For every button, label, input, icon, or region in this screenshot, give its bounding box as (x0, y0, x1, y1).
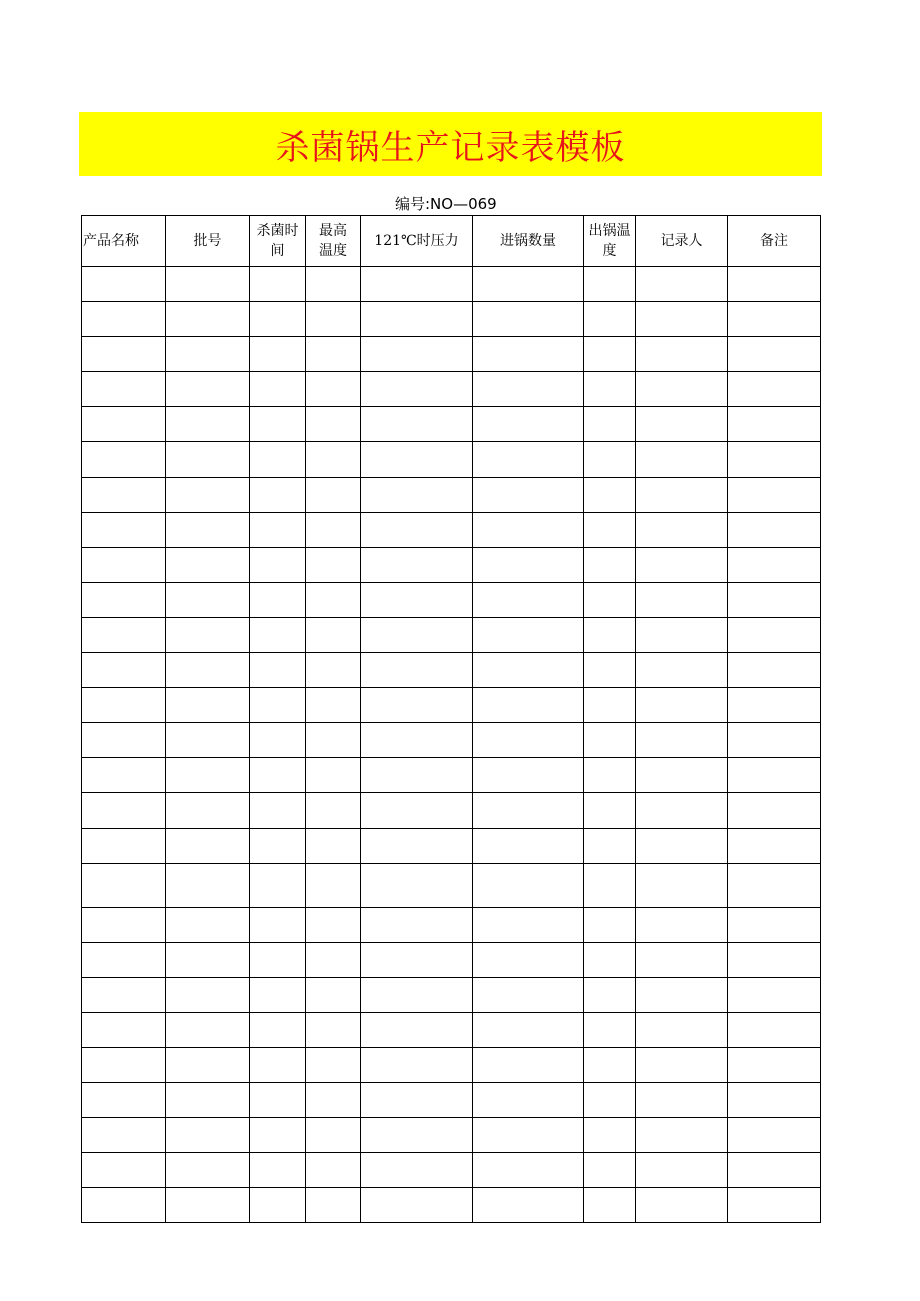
table-cell[interactable] (728, 828, 821, 863)
table-cell[interactable] (361, 1083, 473, 1118)
table-cell[interactable] (250, 477, 306, 512)
table-cell[interactable] (82, 907, 166, 942)
table-row (82, 1188, 821, 1223)
table-cell[interactable] (166, 793, 250, 828)
table-cell[interactable] (250, 582, 306, 617)
table-cell[interactable] (473, 302, 584, 337)
table-row (82, 267, 821, 302)
table-cell[interactable] (250, 1047, 306, 1082)
table-row (82, 977, 821, 1012)
table-cell[interactable] (250, 977, 306, 1012)
table-cell[interactable] (166, 1118, 250, 1153)
table-cell[interactable] (250, 1012, 306, 1047)
header-sterilization-time-line2: 间 (270, 243, 285, 259)
table-cell[interactable] (82, 653, 166, 688)
table-cell[interactable] (250, 337, 306, 372)
table-cell[interactable] (166, 1153, 250, 1188)
table-cell[interactable] (584, 793, 636, 828)
table-cell[interactable] (636, 942, 728, 977)
table-cell[interactable] (473, 758, 584, 793)
table-cell[interactable] (82, 1153, 166, 1188)
table-cell[interactable] (636, 1153, 728, 1188)
header-batch-number (166, 216, 250, 267)
table-cell[interactable] (166, 1047, 250, 1082)
table-row (82, 512, 821, 547)
table-cell[interactable] (361, 1153, 473, 1188)
table-cell[interactable] (728, 582, 821, 617)
table-cell[interactable] (728, 477, 821, 512)
table-cell[interactable] (636, 863, 728, 907)
table-cell[interactable] (250, 512, 306, 547)
table-cell[interactable] (361, 828, 473, 863)
table-cell[interactable] (728, 617, 821, 652)
header-product-name (82, 216, 166, 267)
table-cell[interactable] (584, 1012, 636, 1047)
table-cell[interactable] (250, 407, 306, 442)
table-cell[interactable] (82, 977, 166, 1012)
table-cell[interactable] (361, 407, 473, 442)
table-row (82, 723, 821, 758)
table-cell[interactable] (584, 828, 636, 863)
table-cell[interactable] (166, 617, 250, 652)
table-cell[interactable] (82, 582, 166, 617)
table-cell[interactable] (473, 407, 584, 442)
header-max-temperature-line1: 最高 (319, 223, 347, 239)
table-cell[interactable] (728, 1083, 821, 1118)
table-cell[interactable] (306, 1118, 361, 1153)
table-cell[interactable] (361, 758, 473, 793)
table-cell[interactable] (306, 758, 361, 793)
table-cell[interactable] (361, 653, 473, 688)
table-cell[interactable] (584, 512, 636, 547)
table-cell[interactable] (82, 477, 166, 512)
table-cell[interactable] (473, 582, 584, 617)
table-cell[interactable] (361, 688, 473, 723)
table-cell[interactable] (473, 267, 584, 302)
table-cell[interactable] (250, 617, 306, 652)
table-cell[interactable] (306, 1012, 361, 1047)
table-row (82, 907, 821, 942)
table-cell[interactable] (473, 793, 584, 828)
table-cell[interactable] (250, 372, 306, 407)
table-cell[interactable] (82, 617, 166, 652)
table-cell[interactable] (306, 442, 361, 477)
table-cell[interactable] (306, 407, 361, 442)
table-cell[interactable] (306, 302, 361, 337)
table-cell[interactable] (306, 977, 361, 1012)
table-cell[interactable] (166, 977, 250, 1012)
table-cell[interactable] (636, 653, 728, 688)
table-cell[interactable] (728, 512, 821, 547)
table-cell[interactable] (250, 267, 306, 302)
table-cell[interactable] (584, 1188, 636, 1223)
table-cell[interactable] (728, 1153, 821, 1188)
table-cell[interactable] (250, 1083, 306, 1118)
table-cell[interactable] (728, 942, 821, 977)
table-cell[interactable] (361, 477, 473, 512)
table-cell[interactable] (166, 477, 250, 512)
table-cell[interactable] (306, 477, 361, 512)
table-cell[interactable] (166, 653, 250, 688)
table-cell[interactable] (166, 582, 250, 617)
table-cell[interactable] (636, 828, 728, 863)
table-cell[interactable] (584, 653, 636, 688)
table-cell[interactable] (584, 547, 636, 582)
table-row (82, 688, 821, 723)
table-cell[interactable] (166, 1188, 250, 1223)
table-cell[interactable] (728, 1047, 821, 1082)
table-cell[interactable] (306, 582, 361, 617)
table-cell[interactable] (250, 688, 306, 723)
table-cell[interactable] (82, 267, 166, 302)
table-row (82, 302, 821, 337)
table-cell[interactable] (636, 1047, 728, 1082)
table-row (82, 582, 821, 617)
table-cell[interactable] (250, 942, 306, 977)
table-cell[interactable] (306, 942, 361, 977)
table-row (82, 942, 821, 977)
table-cell[interactable] (636, 758, 728, 793)
table-cell[interactable] (728, 302, 821, 337)
table-cell[interactable] (584, 617, 636, 652)
table-row (82, 1012, 821, 1047)
table-cell[interactable] (166, 907, 250, 942)
table-row (82, 1047, 821, 1082)
table-cell[interactable] (728, 547, 821, 582)
table-cell[interactable] (82, 1118, 166, 1153)
table-cell[interactable] (636, 372, 728, 407)
table-cell[interactable] (250, 828, 306, 863)
table-cell[interactable] (306, 1153, 361, 1188)
table-cell[interactable] (473, 1153, 584, 1188)
table-cell[interactable] (473, 337, 584, 372)
table-cell[interactable] (306, 828, 361, 863)
table-cell[interactable] (361, 863, 473, 907)
table-cell[interactable] (584, 1118, 636, 1153)
header-recorder (636, 216, 728, 267)
table-cell[interactable] (728, 1188, 821, 1223)
table-cell[interactable] (361, 977, 473, 1012)
table-cell[interactable] (473, 1118, 584, 1153)
table-cell[interactable] (584, 863, 636, 907)
header-pressure-121-label: 121℃时压力 (374, 233, 459, 249)
header-recorder-label: 记录人 (660, 233, 703, 249)
table-cell[interactable] (306, 653, 361, 688)
table-cell[interactable] (361, 1012, 473, 1047)
table-cell[interactable] (473, 1012, 584, 1047)
table-cell[interactable] (250, 302, 306, 337)
table-cell[interactable] (473, 512, 584, 547)
table-cell[interactable] (728, 407, 821, 442)
table-cell[interactable] (473, 653, 584, 688)
header-unload-temperature-line1: 出锅温 (588, 223, 631, 239)
table-cell[interactable] (636, 723, 728, 758)
table-cell[interactable] (584, 372, 636, 407)
table-cell[interactable] (584, 723, 636, 758)
table-cell[interactable] (473, 1083, 584, 1118)
table-row (82, 828, 821, 863)
table-cell[interactable] (306, 863, 361, 907)
table-cell[interactable] (361, 337, 473, 372)
table-cell[interactable] (728, 442, 821, 477)
header-sterilization-time (250, 216, 306, 267)
table-cell[interactable] (166, 512, 250, 547)
table-cell[interactable] (166, 1012, 250, 1047)
table-cell[interactable] (636, 617, 728, 652)
table-cell[interactable] (473, 977, 584, 1012)
table-cell[interactable] (306, 617, 361, 652)
table-cell[interactable] (306, 512, 361, 547)
table-cell[interactable] (636, 793, 728, 828)
table-cell[interactable] (728, 863, 821, 907)
table-row (82, 477, 821, 512)
header-load-quantity (473, 216, 584, 267)
table-cell[interactable] (584, 442, 636, 477)
table-cell[interactable] (584, 1153, 636, 1188)
table-cell[interactable] (361, 512, 473, 547)
table-cell[interactable] (584, 582, 636, 617)
table-row (82, 372, 821, 407)
table-cell[interactable] (728, 267, 821, 302)
table-cell[interactable] (166, 828, 250, 863)
table-cell[interactable] (82, 828, 166, 863)
table-cell[interactable] (166, 547, 250, 582)
table-cell[interactable] (636, 907, 728, 942)
table-cell[interactable] (166, 442, 250, 477)
table-cell[interactable] (306, 688, 361, 723)
table-cell[interactable] (82, 547, 166, 582)
table-cell[interactable] (82, 758, 166, 793)
record-table (81, 215, 821, 1223)
table-cell[interactable] (473, 1047, 584, 1082)
table-cell[interactable] (584, 907, 636, 942)
table-cell[interactable] (306, 337, 361, 372)
table-cell[interactable] (82, 1083, 166, 1118)
table-cell[interactable] (82, 688, 166, 723)
table-cell[interactable] (166, 372, 250, 407)
table-cell[interactable] (361, 442, 473, 477)
table-cell[interactable] (82, 723, 166, 758)
table-cell[interactable] (636, 477, 728, 512)
table-cell[interactable] (361, 1118, 473, 1153)
table-cell[interactable] (250, 863, 306, 907)
table-cell[interactable] (636, 442, 728, 477)
header-load-quantity-label: 进锅数量 (500, 233, 556, 249)
table-row (82, 1153, 821, 1188)
table-cell[interactable] (306, 723, 361, 758)
header-remarks-label: 备注 (760, 233, 788, 249)
table-cell[interactable] (584, 1047, 636, 1082)
table-cell[interactable] (82, 512, 166, 547)
table-row (82, 863, 821, 907)
table-cell[interactable] (473, 477, 584, 512)
table-cell[interactable] (636, 977, 728, 1012)
table-cell[interactable] (361, 617, 473, 652)
table-row (82, 793, 821, 828)
table-cell[interactable] (250, 653, 306, 688)
table-cell[interactable] (473, 547, 584, 582)
record-table-body (82, 267, 821, 1223)
table-cell[interactable] (473, 372, 584, 407)
table-cell[interactable] (250, 907, 306, 942)
table-cell[interactable] (166, 723, 250, 758)
table-cell[interactable] (636, 302, 728, 337)
table-cell[interactable] (166, 758, 250, 793)
table-row (82, 758, 821, 793)
table-cell[interactable] (82, 942, 166, 977)
table-cell[interactable] (473, 942, 584, 977)
header-max-temperature (306, 216, 361, 267)
table-row (82, 617, 821, 652)
title-banner (79, 112, 822, 176)
table-cell[interactable] (82, 793, 166, 828)
table-cell[interactable] (82, 302, 166, 337)
table-cell[interactable] (728, 337, 821, 372)
table-cell[interactable] (473, 442, 584, 477)
table-cell[interactable] (636, 1012, 728, 1047)
table-cell[interactable] (166, 942, 250, 977)
header-product-name-label: 产品名称 (83, 233, 139, 249)
table-cell[interactable] (473, 1188, 584, 1223)
table-cell[interactable] (82, 372, 166, 407)
header-max-temperature-line2: 温度 (319, 243, 347, 259)
table-cell[interactable] (250, 1118, 306, 1153)
table-cell[interactable] (306, 1083, 361, 1118)
table-cell[interactable] (728, 758, 821, 793)
table-cell[interactable] (636, 1118, 728, 1153)
table-cell[interactable] (473, 828, 584, 863)
table-cell[interactable] (250, 1188, 306, 1223)
table-cell[interactable] (636, 512, 728, 547)
table-cell[interactable] (636, 582, 728, 617)
table-cell[interactable] (473, 723, 584, 758)
table-cell[interactable] (166, 267, 250, 302)
table-cell[interactable] (166, 407, 250, 442)
table-cell[interactable] (636, 1188, 728, 1223)
table-cell[interactable] (361, 942, 473, 977)
table-cell[interactable] (82, 337, 166, 372)
table-cell[interactable] (361, 793, 473, 828)
table-cell[interactable] (636, 407, 728, 442)
table-cell[interactable] (728, 723, 821, 758)
table-cell[interactable] (473, 863, 584, 907)
table-row (82, 1118, 821, 1153)
table-cell[interactable] (306, 547, 361, 582)
table-cell[interactable] (82, 407, 166, 442)
table-cell[interactable] (584, 407, 636, 442)
header-unload-temperature (584, 216, 636, 267)
table-cell[interactable] (250, 442, 306, 477)
header-sterilization-time-line1: 杀菌时 (256, 223, 299, 239)
table-cell[interactable] (82, 442, 166, 477)
table-cell[interactable] (728, 907, 821, 942)
table-cell[interactable] (361, 1188, 473, 1223)
table-cell[interactable] (584, 942, 636, 977)
table-cell[interactable] (361, 1047, 473, 1082)
table-cell[interactable] (361, 267, 473, 302)
table-cell[interactable] (361, 907, 473, 942)
table-cell[interactable] (250, 547, 306, 582)
table-cell[interactable] (473, 617, 584, 652)
header-row (82, 216, 821, 267)
table-cell[interactable] (166, 1083, 250, 1118)
table-cell[interactable] (361, 582, 473, 617)
table-cell[interactable] (584, 688, 636, 723)
table-cell[interactable] (636, 337, 728, 372)
table-cell[interactable] (584, 302, 636, 337)
table-cell[interactable] (361, 302, 473, 337)
table-cell[interactable] (728, 1012, 821, 1047)
table-cell[interactable] (82, 1047, 166, 1082)
table-cell[interactable] (250, 1153, 306, 1188)
table-row (82, 407, 821, 442)
table-cell[interactable] (584, 1083, 636, 1118)
table-cell[interactable] (306, 793, 361, 828)
table-cell[interactable] (166, 337, 250, 372)
table-cell[interactable] (584, 977, 636, 1012)
table-cell[interactable] (361, 723, 473, 758)
header-remarks (728, 216, 821, 267)
table-cell[interactable] (361, 547, 473, 582)
table-cell[interactable] (306, 1188, 361, 1223)
table-cell[interactable] (82, 863, 166, 907)
table-cell[interactable] (636, 267, 728, 302)
table-cell[interactable] (306, 267, 361, 302)
table-cell[interactable] (306, 907, 361, 942)
table-cell[interactable] (166, 863, 250, 907)
table-row (82, 1083, 821, 1118)
table-cell[interactable] (250, 758, 306, 793)
table-cell[interactable] (636, 547, 728, 582)
table-cell[interactable] (636, 1083, 728, 1118)
table-cell[interactable] (250, 723, 306, 758)
table-cell[interactable] (636, 688, 728, 723)
table-cell[interactable] (728, 977, 821, 1012)
table-cell[interactable] (584, 758, 636, 793)
table-cell[interactable] (584, 267, 636, 302)
header-unload-temperature-line2: 度 (602, 243, 617, 259)
table-cell[interactable] (728, 372, 821, 407)
table-cell[interactable] (473, 688, 584, 723)
header-batch-number-label: 批号 (193, 233, 222, 249)
table-row (82, 547, 821, 582)
table-cell[interactable] (166, 688, 250, 723)
table-cell[interactable] (82, 1012, 166, 1047)
table-cell[interactable] (728, 653, 821, 688)
table-cell[interactable] (306, 1047, 361, 1082)
table-cell[interactable] (361, 372, 473, 407)
table-cell[interactable] (728, 793, 821, 828)
table-row (82, 442, 821, 477)
document-number: 编号:NO—069 (395, 195, 497, 213)
table-row (82, 337, 821, 372)
table-cell[interactable] (584, 477, 636, 512)
table-cell[interactable] (584, 337, 636, 372)
table-cell[interactable] (473, 907, 584, 942)
table-cell[interactable] (250, 793, 306, 828)
header-pressure-121 (361, 216, 473, 267)
table-cell[interactable] (728, 688, 821, 723)
table-cell[interactable] (82, 1188, 166, 1223)
table-cell[interactable] (166, 302, 250, 337)
table-cell[interactable] (728, 1118, 821, 1153)
table-cell[interactable] (306, 372, 361, 407)
table-row (82, 653, 821, 688)
page-title: 杀菌锅生产记录表模板 (275, 127, 626, 168)
